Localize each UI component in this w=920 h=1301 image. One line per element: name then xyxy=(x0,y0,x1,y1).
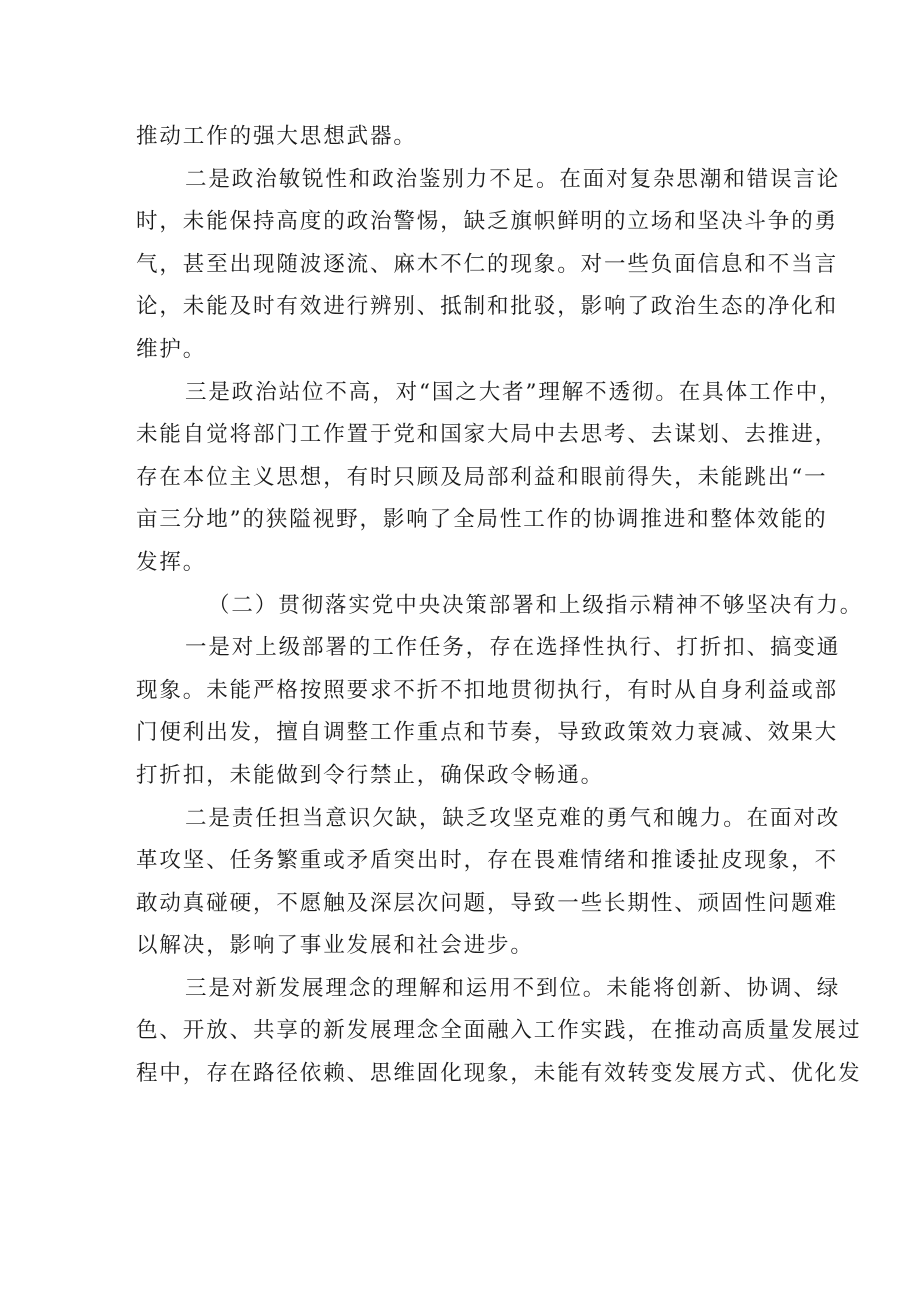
paragraph-first-line: 三是对新发展理念的理解和运用不到位。未能将创新、协调、绿 xyxy=(185,975,841,1001)
text-line: 敢动真碰硬，不愿触及深层次问题，导致一些长期性、顽固性问题难 xyxy=(136,890,839,916)
text-line: 革攻坚、任务繁重或矛盾突出时，存在畏难情绪和推诿扯皮现象，不 xyxy=(136,848,839,874)
text-line: 亩三分地”的狭隘视野，影响了全局性工作的协调推进和整体效能的 xyxy=(136,507,828,533)
text-line: 色、开放、共享的新发展理念全面融入工作实践，在推动高质量发展过 xyxy=(136,1018,862,1044)
text-line: 时，未能保持高度的政治警惕，缺乏旗帜鲜明的立场和坚决斗争的勇 xyxy=(136,209,839,235)
text-line: 论，未能及时有效进行辨别、抵制和批驳，影响了政治生态的净化和 xyxy=(136,294,839,320)
paragraph-first-line: 二是责任担当意识欠缺，缺乏攻坚克难的勇气和魄力。在面对改 xyxy=(185,805,841,831)
paragraph-first-line: 三是政治站位不高，对“国之大者”理解不透彻。在具体工作中， xyxy=(185,379,843,405)
text-line: 现象。未能严格按照要求不折不扣地贯彻执行，有时从自身利益或部 xyxy=(136,677,839,703)
text-line: 打折扣，未能做到令行禁止，确保政令畅通。 xyxy=(136,762,605,788)
text-line: 程中，存在路径依赖、思维固化现象，未能有效转变发展方式、优化发 xyxy=(136,1061,862,1087)
document-body xyxy=(136,116,864,1096)
text-line: 维护。 xyxy=(136,336,207,362)
text-line: 存在本位主义思想，有时只顾及局部利益和眼前得失，未能跳出“一 xyxy=(136,464,828,490)
section-heading: （二）贯彻落实党中央决策部署和上级指示精神不够坚决有力。 xyxy=(208,592,864,618)
text-line: 气，甚至出现随波逐流、麻木不仁的现象。对一些负面信息和不当言 xyxy=(136,251,839,277)
text-line: 以解决，影响了事业发展和社会进步。 xyxy=(136,933,534,959)
text-line: 推动工作的强大思想武器。 xyxy=(136,124,417,149)
paragraph-first-line: 一是对上级部署的工作任务，存在选择性执行、打折扣、搞变通 xyxy=(185,635,841,661)
text-line: 未能自觉将部门工作置于党和国家大局中去思考、去谋划、去推进， xyxy=(136,422,839,448)
paragraph-first-line: 二是政治敏锐性和政治鉴别力不足。在面对复杂思潮和错误言论 xyxy=(185,166,841,192)
text-line: 发挥。 xyxy=(136,549,207,575)
text-line: 门便利出发，擅自调整工作重点和节奏，导致政策效力衰减、效果大 xyxy=(136,720,839,746)
